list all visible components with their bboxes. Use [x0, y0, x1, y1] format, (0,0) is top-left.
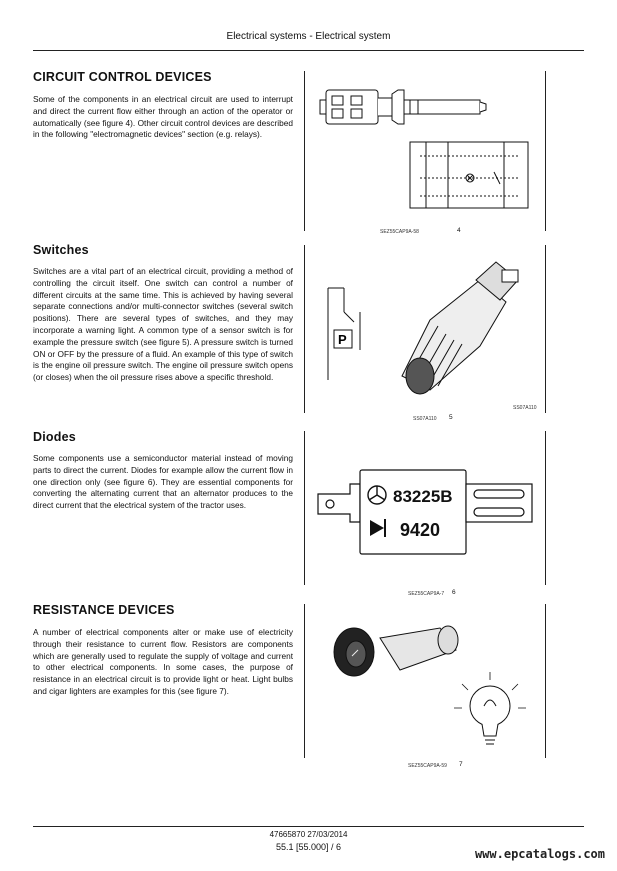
footer-doc: 47665870 27/03/2014 [269, 830, 348, 839]
pressure-symbol-letter: P [338, 332, 347, 347]
figure-5-number: 5 [449, 414, 453, 421]
figure-5-code: SS07A110 [413, 416, 437, 422]
figure-7-code: SEZ55CAP9A-59 [408, 763, 447, 769]
figure-6-diode [310, 460, 542, 570]
watermark-url: www.epcatalogs.com [474, 847, 605, 861]
figure-4-frame-right [545, 71, 546, 231]
footer-rule [33, 826, 584, 827]
diode-label-bottom: 9420 [400, 520, 441, 540]
figure-5-corner-label: SS07A110 [513, 405, 537, 411]
section-title-resistance: RESISTANCE DEVICES [33, 603, 175, 617]
section-text-circuit-control: Some of the components in an electrical circuit are used to interrupt and direct the current flow either through an action of the operator or automatically (see figure 4). Other circuit control devices are described in the following "electromagnetic devices" section (e.g. relays). [33, 94, 293, 140]
figure-5-frame-right [545, 245, 546, 413]
figure-5-pressure-switch [310, 250, 542, 410]
diode-label-top: 83225B [393, 487, 453, 506]
page-header: Electrical systems - Electrical system [226, 31, 391, 42]
figure-6-frame-right [545, 431, 546, 585]
figure-4-switch-illustration [310, 76, 540, 226]
figure-4-number: 4 [457, 227, 461, 234]
section-text-diodes: Some components use a semiconductor material instead of moving parts to direct the current. Diodes for example allow the current flow in one direction only (see figure 6). They are essential components for converting the alternating current that an alternator produces to the direct current that the electrical system of the tractor uses. [33, 453, 293, 511]
header-rule [33, 50, 584, 51]
figure-7-frame-right [545, 604, 546, 758]
section-title-circuit-control: CIRCUIT CONTROL DEVICES [33, 70, 212, 84]
figure-7-lighter-and-bulb [310, 610, 542, 755]
figure-6-number: 6 [452, 589, 456, 596]
figure-6-code: SEZ55CAP9A-7 [408, 591, 445, 597]
figure-5-frame [304, 245, 305, 413]
figure-4-code: SEZ55CAP9A-58 [380, 229, 419, 235]
section-text-switches: Switches are a vital part of an electrical circuit, providing a method of controlling the circuit itself. One switch can control a number of different circuits at the same time. This is achieved by having several separate connections and/or multi-connector switches (several switch positions). There are several types of switches, and they may incorporate a warning light. A common type of a sensor switch is for example the pressure switch (see figure 5). A pressure switch is turned ON or OFF by the pressure of a fluid. An example of this type of switch is the engine oil pressure switch. The engine oil pressure switch opens (or closes) when the oil pressure rises above a specific threshold. [33, 266, 293, 383]
figure-7-number: 7 [459, 761, 463, 768]
section-title-switches: Switches [33, 243, 89, 257]
section-title-diodes: Diodes [33, 430, 76, 444]
section-text-resistance: A number of electrical components alter or make use of electricity through their resistance to current flow. Resistors are components which are generally used to regulate the supply of voltage and current to other electrical components. In some cases, the purpose of resistance in an electrical circuit is to provide light or heat. Light bulbs and cigar lighters are examples for this (see figure 7). [33, 627, 293, 696]
figure-4-frame [304, 71, 305, 231]
figure-6-frame [304, 431, 305, 585]
footer-page: 55.1 [55.000] / 6 [275, 842, 342, 852]
figure-7-frame [304, 604, 305, 758]
